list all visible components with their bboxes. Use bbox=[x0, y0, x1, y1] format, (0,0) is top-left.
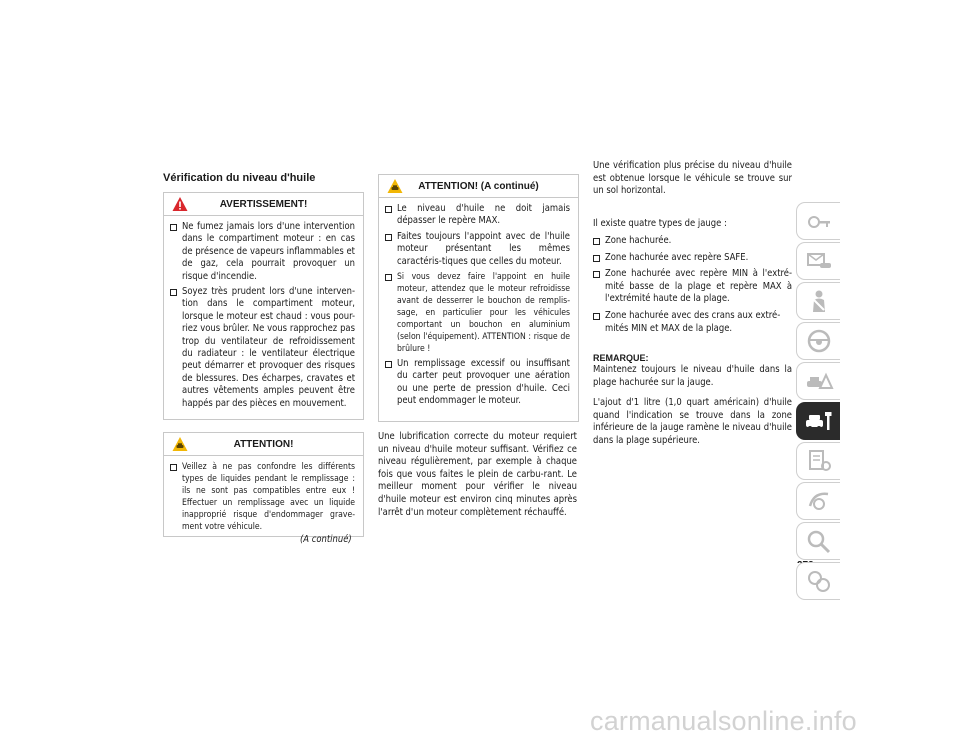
caution-box-heading: ATTENTION! bbox=[233, 438, 294, 450]
warning-box-heading: AVERTISSEMENT! bbox=[219, 198, 308, 210]
caution-item: Veillez à ne pas confondre les différents types de liquides pendant le remplissage : ils ne sont pas compatibles entre eux ! Effectuer un remplissage avec un liquide inapproprié risque d'endommager grave-ment votre véhicule. bbox=[170, 461, 355, 533]
warning-triangle-icon bbox=[172, 196, 188, 212]
warning-box bbox=[163, 192, 364, 420]
chapter-tab-multimedia[interactable] bbox=[796, 482, 840, 520]
caution-continued-heading: ATTENTION! (A continué) bbox=[418, 180, 539, 192]
gauge-types-intro: Il existe quatre types de jauge : bbox=[593, 218, 727, 229]
warning-box-header bbox=[164, 193, 363, 216]
specifications-icon bbox=[804, 448, 834, 474]
chapter-tab-messages[interactable] bbox=[796, 242, 840, 280]
note-label: REMARQUE: bbox=[593, 353, 649, 363]
chapter-tab-language[interactable] bbox=[796, 562, 840, 600]
steering-wheel-icon bbox=[804, 328, 834, 354]
key-info-icon bbox=[804, 208, 834, 234]
section-title: Vérification du niveau d'huile bbox=[163, 172, 316, 184]
gauge-type-item: Zone hachurée avec des crans aux extré-mités MIN et MAX de la plage. bbox=[593, 310, 792, 335]
caution-continued-header bbox=[379, 175, 578, 198]
chapter-tab-specifications[interactable] bbox=[796, 442, 840, 480]
chapter-tab-driving[interactable] bbox=[796, 322, 840, 360]
chapter-tab-safety[interactable] bbox=[796, 282, 840, 320]
language-icon bbox=[804, 568, 834, 594]
caution-car-icon bbox=[172, 436, 188, 452]
chapter-tab-emergency[interactable] bbox=[796, 362, 840, 400]
caution-continued-item: Si vous devez faire l'appoint en huile moteur, attendez que le moteur refroidisse avant de desserrer le bouchon de remplis-sage, en particulier pour les véhicules comportant un bouchon en aluminium (selon l'équipement). ATTENTION : risque de brûlure ! bbox=[385, 271, 570, 355]
caution-box-header bbox=[164, 433, 363, 456]
caution-continued-item: Un remplissage excessif ou insuffisant du carter peut provoquer une aération ou une perte de pression d'huile. Ceci peut endommager le moteur. bbox=[385, 358, 570, 408]
warning-item: Soyez très prudent lors d'une interven-tion dans le compartiment moteur, lorsque le moteur est chaud : vous pour-riez vous brûler. Ne vous rapprochez pas trop du ventilateur de refroidissement du radiateur : le ventilateur électrique peut démarrer et provoquer des risques de blessures. Des écharpes, cravates et autres vêtements amples peuvent être happés par des pièces en mouvement. bbox=[170, 286, 355, 410]
gauge-types-list bbox=[593, 235, 792, 339]
multimedia-icon bbox=[804, 488, 834, 514]
car-warning-icon bbox=[804, 368, 834, 394]
caution-car-icon bbox=[387, 178, 403, 194]
chapter-tab-key-info[interactable] bbox=[796, 202, 840, 240]
mail-car-icon bbox=[804, 248, 834, 274]
watermark: carmanualsonline.info bbox=[590, 706, 857, 736]
caution-continued-box bbox=[378, 174, 579, 422]
gauge-type-item: Zone hachurée avec repère SAFE. bbox=[593, 252, 792, 265]
chapter-tab-index[interactable] bbox=[796, 522, 840, 560]
warning-item: Ne fumez jamais lors d'une intervention dans le compartiment moteur : en cas de présence de vapeurs inflammables et de gaz, cela pourrait provoquer un risque d'incendie. bbox=[170, 221, 355, 283]
gauge-type-item: Zone hachurée avec repère MIN à l'extré-mité basse de la plage et repère MAX à l'extrémité haute de la plage. bbox=[593, 268, 792, 306]
oil-addition-paragraph: L'ajout d'1 litre (1,0 quart américain) d'huile quand l'indication se trouve dans la zone inférieure de la jauge ramène le niveau d'huile dans la plage supérieure. bbox=[593, 397, 792, 446]
index-search-icon bbox=[804, 528, 834, 554]
seatbelt-person-icon bbox=[804, 288, 834, 314]
caution-box bbox=[163, 432, 364, 537]
caution-continued-item: Le niveau d'huile ne doit jamais dépasser le repère MAX. bbox=[385, 203, 570, 228]
chapter-tab-service[interactable] bbox=[796, 402, 840, 440]
precise-check-paragraph: Une vérification plus précise du niveau d'huile est obtenue lorsque le véhicule se trouve sur un sol horizontal. bbox=[593, 160, 792, 197]
gauge-type-item: Zone hachurée. bbox=[593, 235, 792, 248]
caution-continued-item: Faites toujours l'appoint avec de l'huile moteur présentant les mêmes caractéris-tiques que celles du moteur. bbox=[385, 231, 570, 268]
car-service-icon bbox=[804, 408, 834, 434]
continued-label: (A continué) bbox=[300, 534, 352, 545]
lubrication-paragraph: Une lubrification correcte du moteur requiert un niveau d'huile moteur suffisant. Vérifiez ce niveau régulièrement, par exemple à chaque fois que vous faites le plein de carbu-rant. Le meilleur moment pour vérifier le niveau d'huile moteur est environ cinq minutes après l'arrêt d'un moteur complètement réchauffé. bbox=[378, 431, 577, 518]
note-text: Maintenez toujours le niveau d'huile dans la plage hachurée sur la jauge. bbox=[593, 364, 792, 388]
